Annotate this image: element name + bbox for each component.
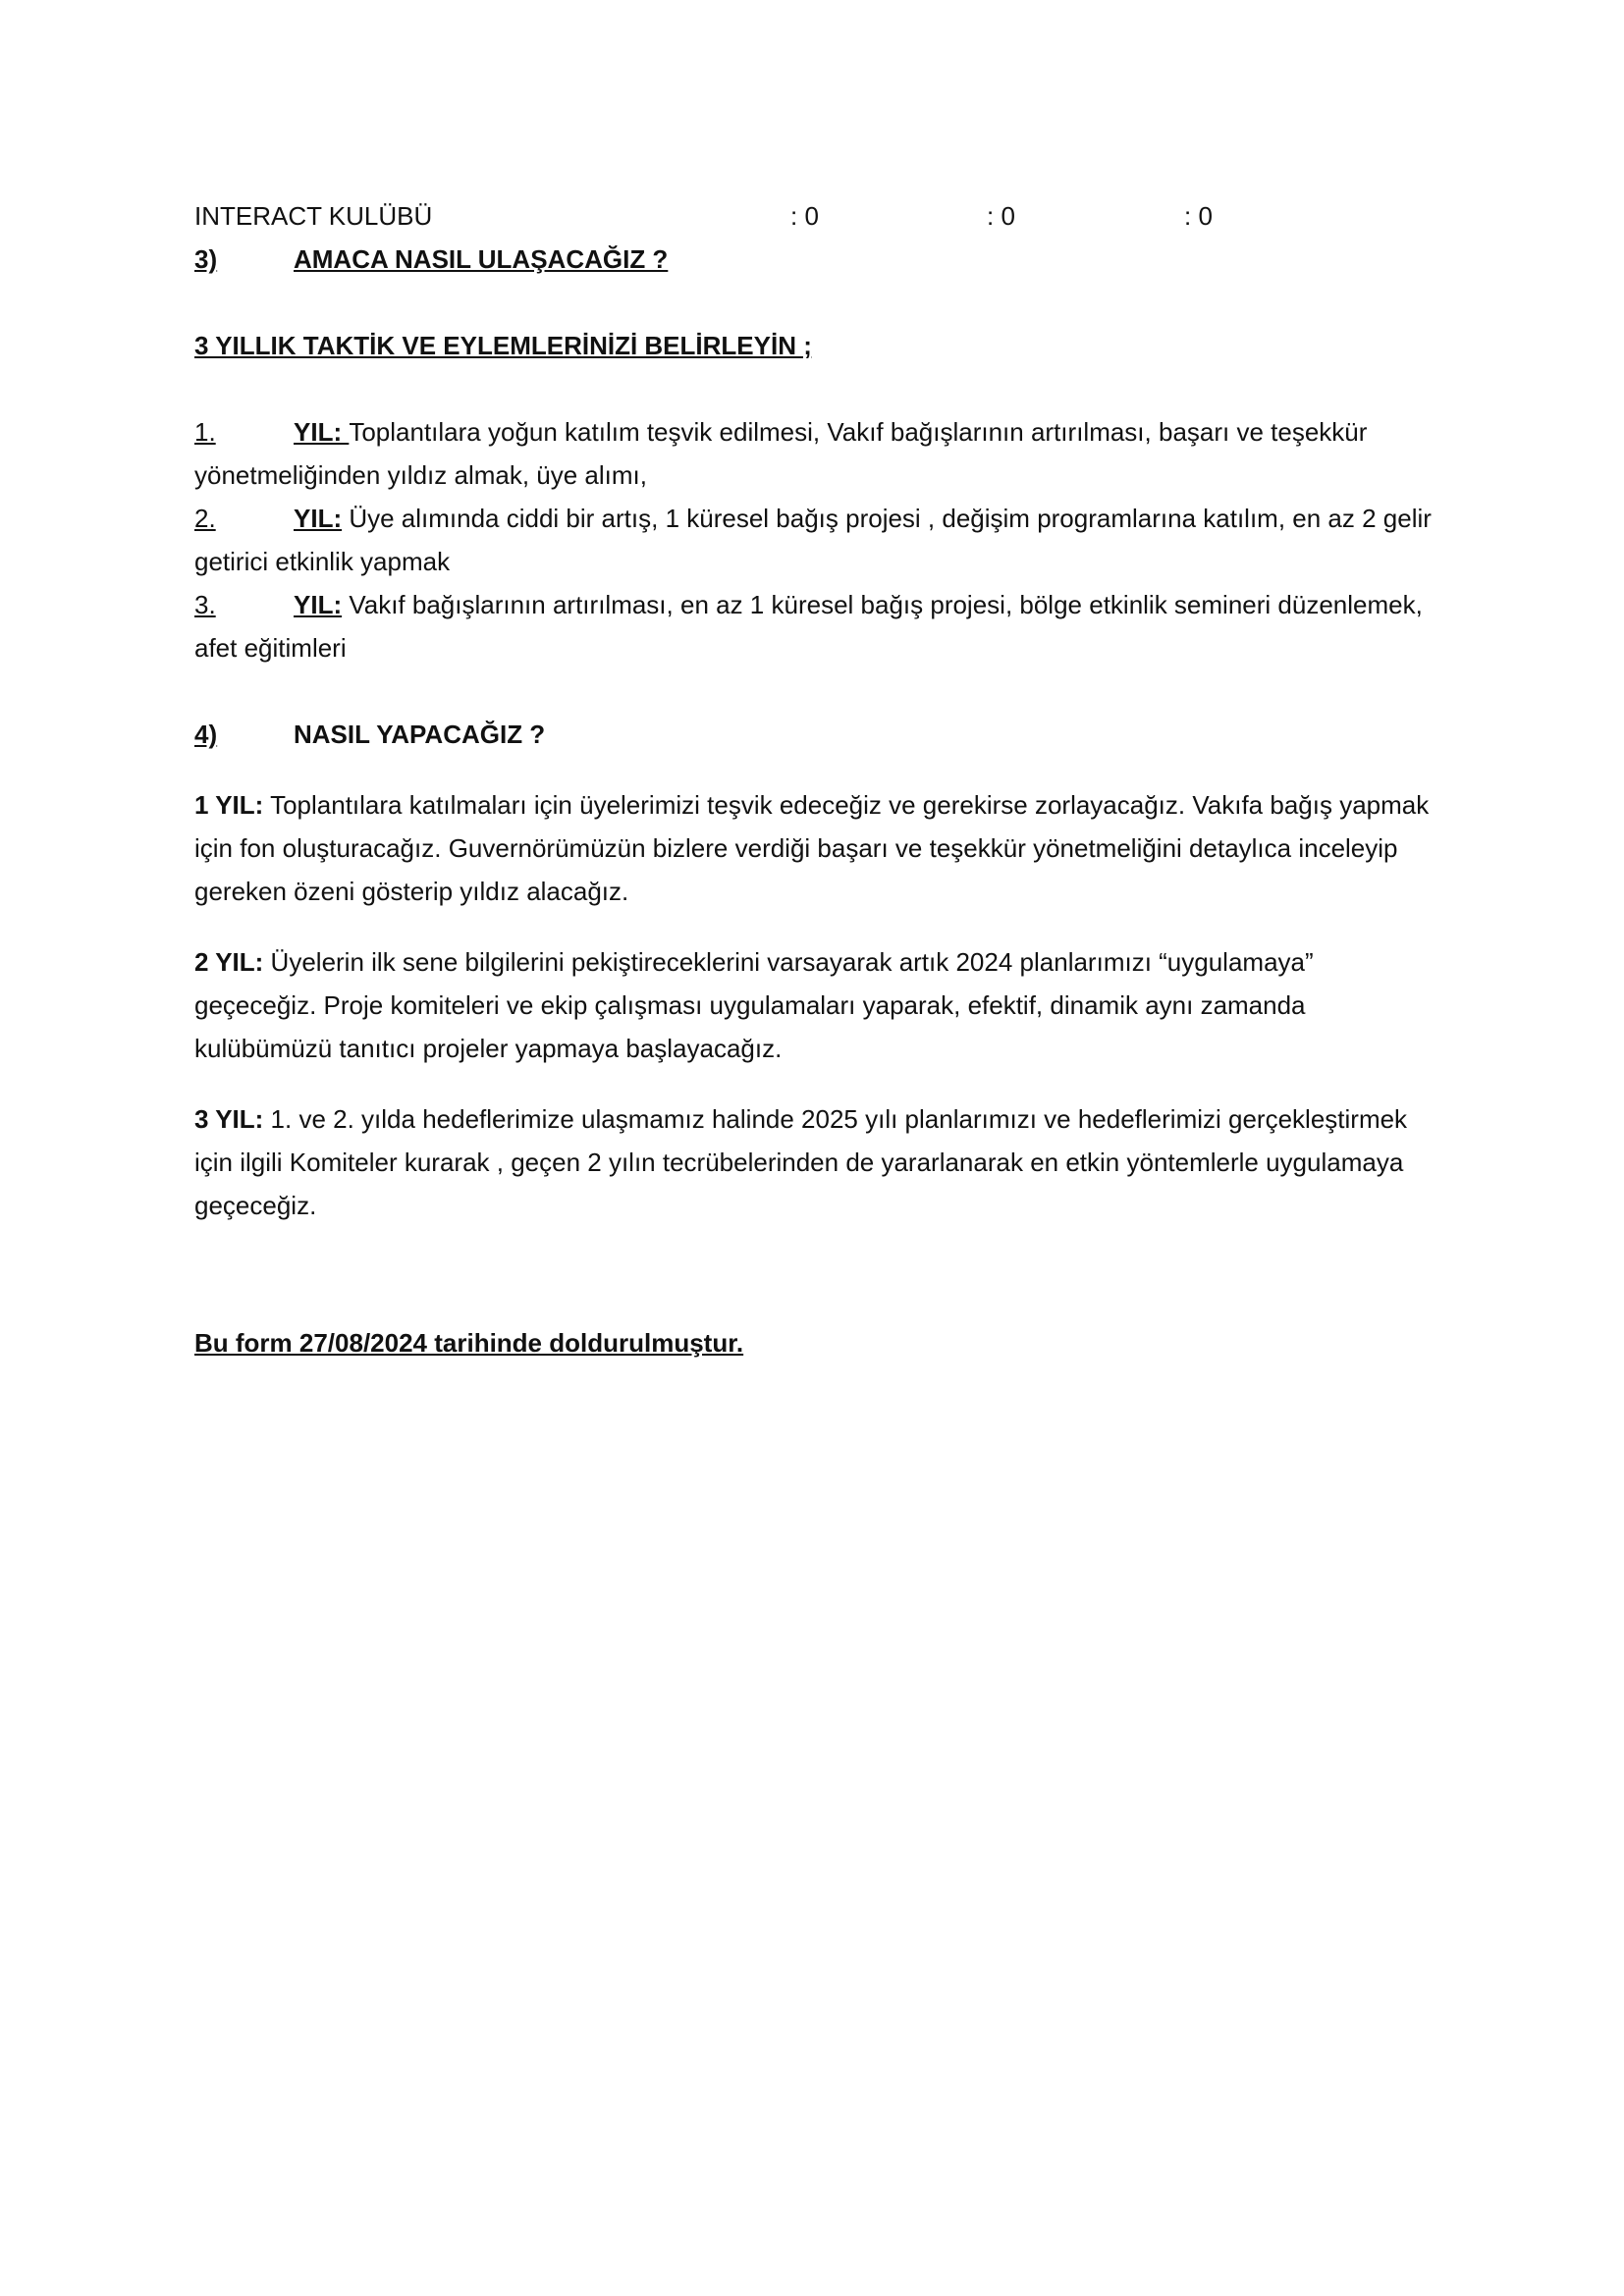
section-3-heading bbox=[194, 238, 1434, 281]
tactic-text: Vakıf bağışlarının artırılması, en az 1 küresel bağış projesi, bölge etkinlik semineri düzenlemek, afet eğitimleri bbox=[194, 590, 1423, 663]
tactic-label: YIL: bbox=[294, 590, 343, 619]
tactic-item-2 bbox=[194, 497, 1434, 583]
tactics-list bbox=[194, 410, 1434, 669]
plan-paragraph-1 bbox=[194, 783, 1434, 913]
plan-paragraph-2 bbox=[194, 940, 1434, 1070]
interact-value-3: : 0 bbox=[1184, 201, 1213, 231]
section-3-number: 3) bbox=[194, 244, 218, 274]
section-3-title: AMACA NASIL ULAŞACAĞIZ ? bbox=[294, 244, 669, 274]
tactic-label: YIL: bbox=[294, 417, 350, 447]
tactic-index: 1. bbox=[194, 417, 216, 447]
tactic-item-3 bbox=[194, 583, 1434, 669]
section-4-number: 4) bbox=[194, 720, 218, 749]
interact-label: INTERACT KULÜBÜ bbox=[194, 201, 433, 231]
tactic-text: Üye alımında ciddi bir artış, 1 küresel bağış projesi , değişim programlarına katılım, en az 2 gelir getirici etkinlik yapmak bbox=[194, 504, 1432, 576]
plan-label: 3 YIL: bbox=[194, 1104, 264, 1134]
section-4-title: NASIL YAPACAĞIZ ? bbox=[294, 720, 546, 749]
tactics-heading: 3 YILLIK TAKTİK VE EYLEMLERİNİZİ BELİRLEYİN ; bbox=[194, 331, 812, 360]
plan-text: 1. ve 2. yılda hedeflerimize ulaşmamız halinde 2025 yılı planlarımızı ve hedeflerimizi gerçekleştirmek için ilgili Komiteler kurarak , geçen 2 yılın tecrübelerinden de yararlanarak en etkin yöntemlerle uygulamaya geçeceğiz. bbox=[194, 1104, 1408, 1220]
interact-value-1: : 0 bbox=[790, 201, 819, 231]
plan-text: Toplantılara katılmaları için üyelerimizi teşvik edeceğiz ve gerekirse zorlayacağız. Vakıfa bağış yapmak için fon oluşturacağız. Guvernörümüzün bizlere verdiği başarı ve teşekkür yönetmeliğini detaylıca inceleyip gereken özeni gösterip yıldız alacağız. bbox=[194, 790, 1430, 906]
plan-label: 1 YIL: bbox=[194, 790, 264, 820]
tactic-text: Toplantılara yoğun katılım teşvik edilmesi, Vakıf bağışlarının artırılması, başarı ve teşekkür yönetmeliğinden yıldız almak, üye alımı, bbox=[194, 417, 1368, 490]
form-date-note: Bu form 27/08/2024 tarihinde doldurulmuştur. bbox=[194, 1328, 744, 1358]
interact-row bbox=[194, 194, 1434, 238]
tactic-index: 3. bbox=[194, 590, 216, 619]
tactic-index: 2. bbox=[194, 504, 216, 533]
tactic-item-1 bbox=[194, 410, 1434, 497]
plan-paragraph-3 bbox=[194, 1097, 1434, 1227]
tactic-label: YIL: bbox=[294, 504, 343, 533]
interact-value-2: : 0 bbox=[987, 201, 1015, 231]
plan-text: Üyelerin ilk sene bilgilerini pekiştireceklerini varsayarak artık 2024 planlarımızı “uygulamaya” geçeceğiz. Proje komiteleri ve ekip çalışması uygulamaları yaparak, efektif, dinamik aynı zamanda kulübümüzü tanıtıcı projeler yapmaya başlayacağız. bbox=[194, 947, 1314, 1063]
plan-label: 2 YIL: bbox=[194, 947, 264, 977]
document-page bbox=[194, 194, 1434, 1364]
section-4-heading bbox=[194, 713, 1434, 756]
